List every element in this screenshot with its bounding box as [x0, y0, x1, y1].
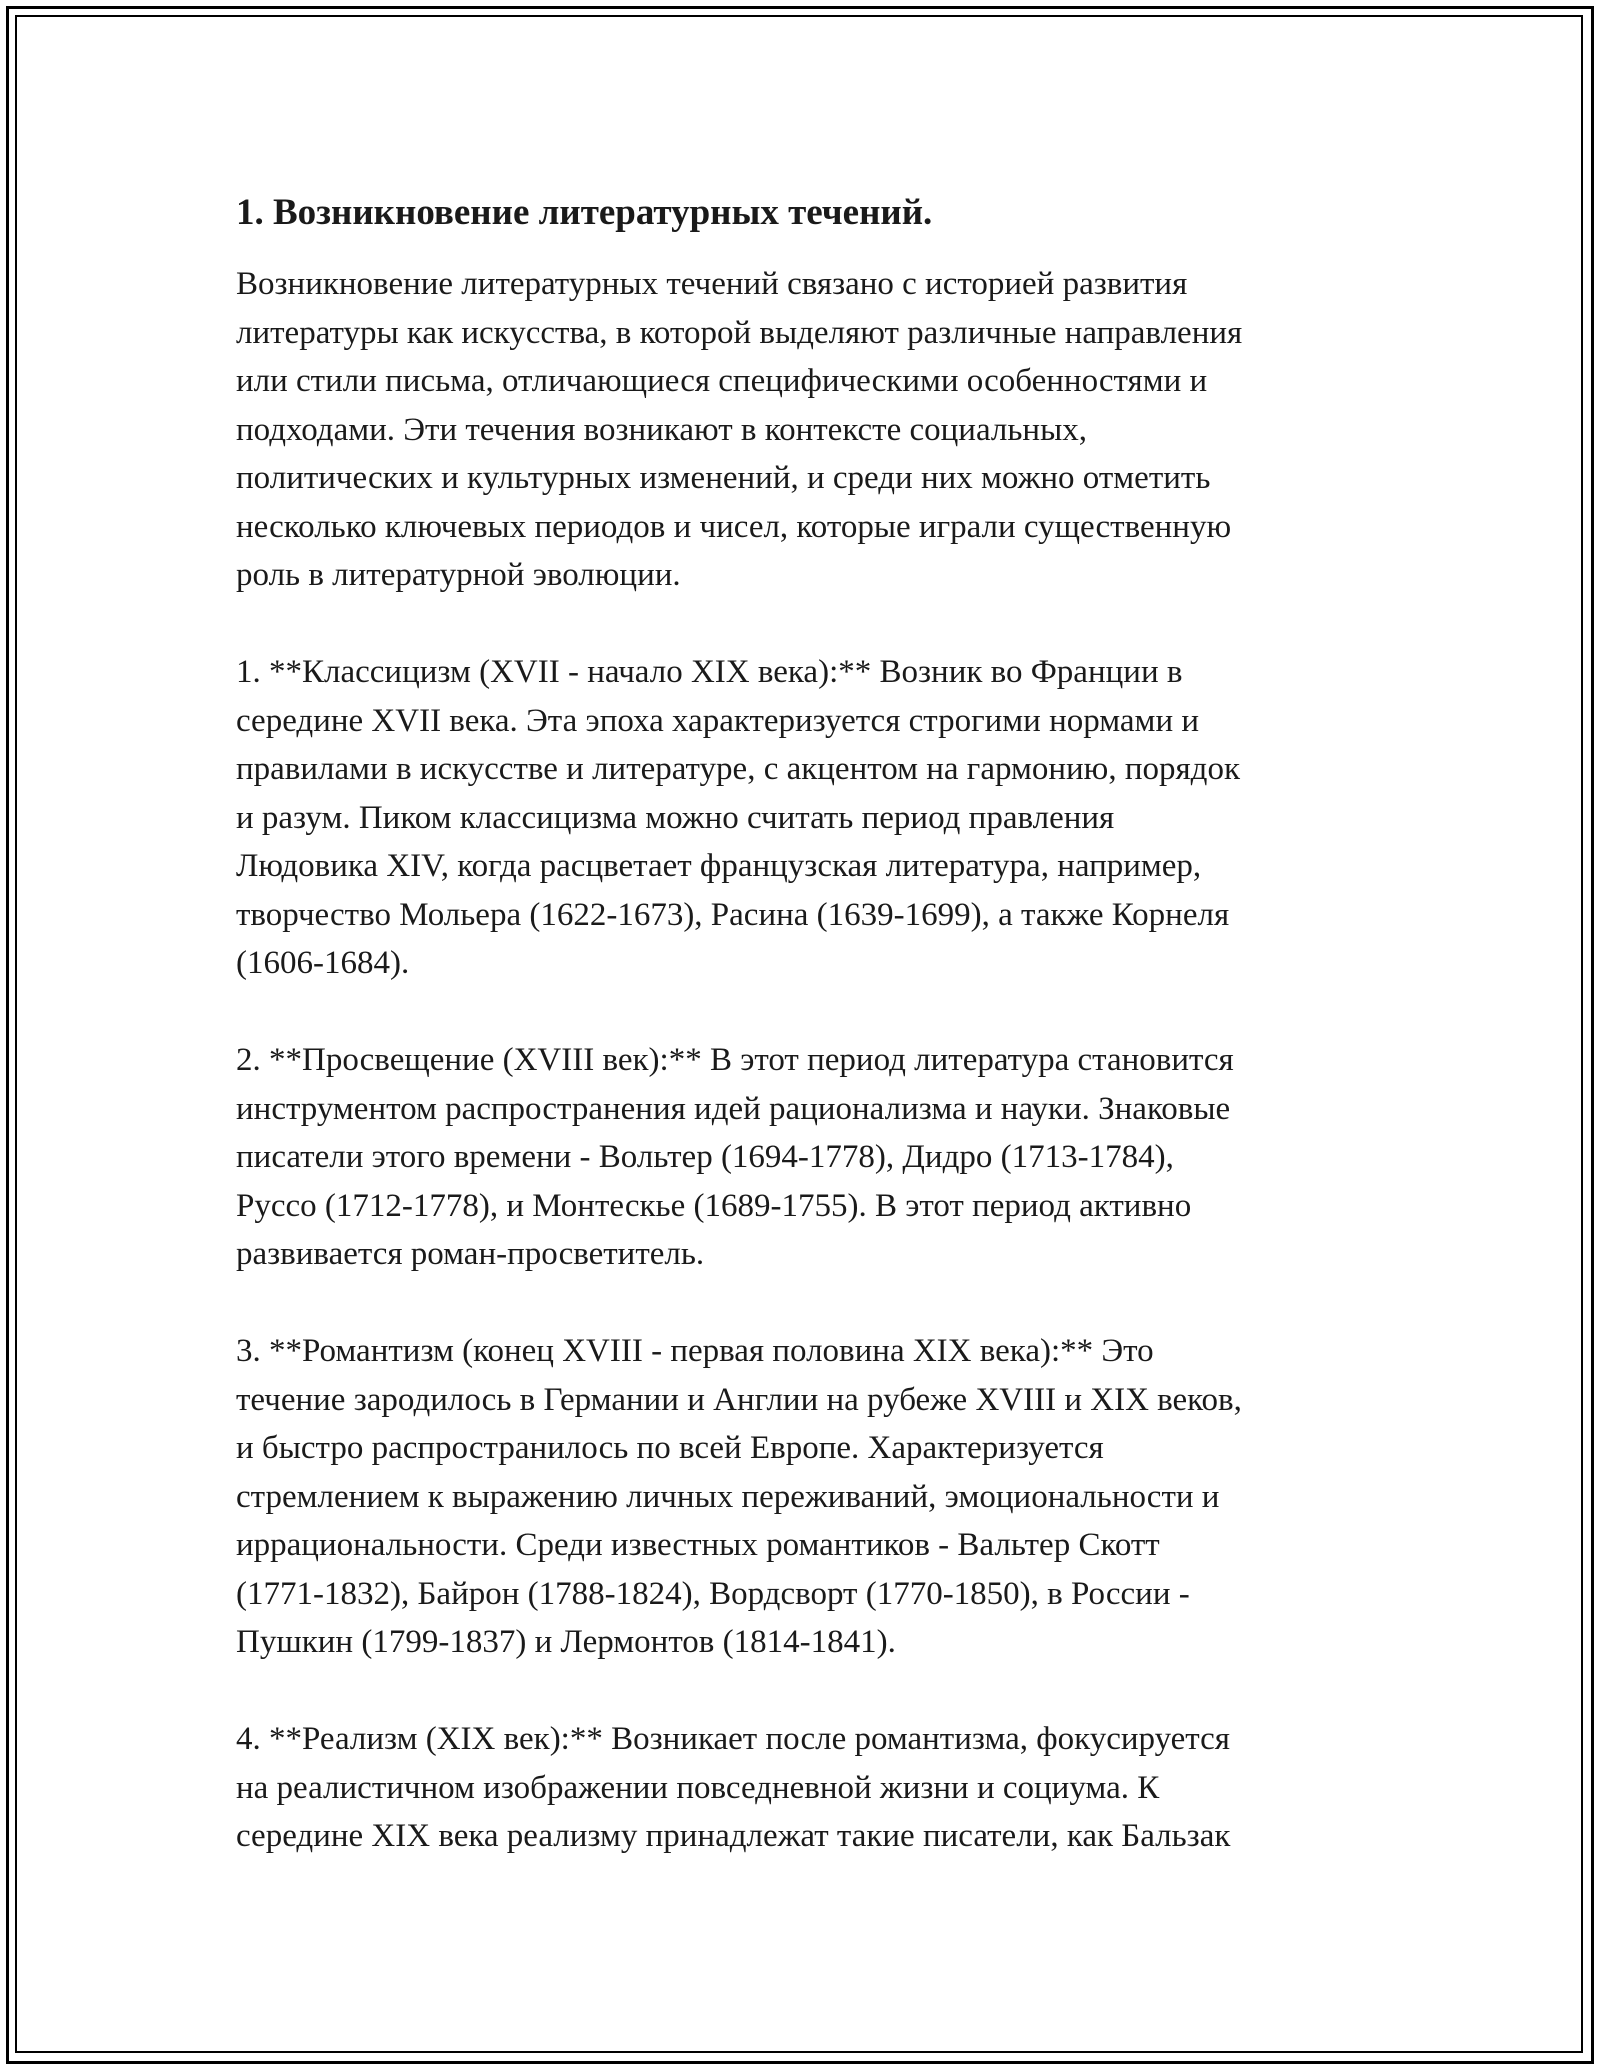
- text-line: подходами. Эти течения возникают в контексте социальных,: [236, 411, 1088, 448]
- text-line: и разум. Пиком классицизма можно считать период правления: [236, 799, 1115, 836]
- text-line: стремлением к выражению личных переживаний, эмоциональности и: [236, 1478, 1220, 1515]
- text-line: инструментом распространения идей рационализма и науки. Знаковые: [236, 1090, 1231, 1127]
- paragraph: [236, 1715, 1376, 1861]
- text-line: или стили письма, отличающиеся специфическими особенностями и: [236, 363, 1208, 399]
- paragraph: [236, 648, 1376, 988]
- text-line: середине XVII века. Эта эпоха характеризуется строгими нормами и: [236, 702, 1200, 739]
- text-line: 1. **Классицизм (XVII - начало XIX века):** Возник во Франции в: [236, 654, 1183, 690]
- text-line: Возникновение литературных течений связано с историей развития: [236, 266, 1188, 302]
- text-line: течение зародилось в Германии и Англии на рубеже XVIII и XIX веков,: [236, 1381, 1242, 1418]
- text-line: (1606-1684).: [236, 945, 410, 981]
- paragraph: [236, 260, 1376, 600]
- text-line: литературы как искусства, в которой выделяют различные направления: [236, 314, 1243, 351]
- text-line: развивается роман-просветитель.: [236, 1236, 705, 1272]
- text-line: Руссо (1712-1778), и Монтескье (1689-1755). В этот период активно: [236, 1187, 1192, 1224]
- text-line: несколько ключевых периодов и чисел, которые играли существенную: [236, 508, 1232, 545]
- text-line: роль в литературной эволюции.: [236, 557, 681, 593]
- text-line: середине XIX века реализму принадлежат такие писатели, как Бальзак: [236, 1818, 1231, 1854]
- text-line: Людовика XIV, когда расцветает французская литература, например,: [236, 848, 1202, 884]
- text-line: правилами в искусстве и литературе, с акцентом на гармонию, порядок: [236, 751, 1240, 787]
- text-line: 2. **Просвещение (XVIII век):** В этот период литература становится: [236, 1042, 1234, 1078]
- text-line: политических и культурных изменений, и среди них можно отметить: [236, 460, 1211, 496]
- text-line: (1771-1832), Байрон (1788-1824), Вордсворт (1770-1850), в России -: [236, 1575, 1190, 1612]
- text-line: иррациональности. Среди известных романтиков - Вальтер Скотт: [236, 1527, 1160, 1563]
- paragraph: [236, 1036, 1376, 1279]
- paragraph: [236, 1327, 1376, 1667]
- document-body: [236, 260, 1376, 1861]
- document-page: [236, 188, 1376, 1909]
- text-line: 4. **Реализм (XIX век):** Возникает после романтизма, фокусируется: [236, 1721, 1230, 1757]
- text-line: Пушкин (1799-1837) и Лермонтов (1814-1841).: [236, 1624, 896, 1660]
- text-line: на реалистичном изображении повседневной жизни и социума. К: [236, 1769, 1160, 1806]
- text-line: писатели этого времени - Вольтер (1694-1778), Дидро (1713-1784),: [236, 1139, 1174, 1175]
- section-heading: 1. Возникновение литературных течений.: [236, 192, 933, 233]
- text-line: и быстро распространилось по всей Европе. Характеризуется: [236, 1430, 1104, 1466]
- text-line: 3. **Романтизм (конец XVIII - первая половина XIX века):** Это: [236, 1333, 1154, 1369]
- text-line: творчество Мольера (1622-1673), Расина (1639-1699), а также Корнеля: [236, 896, 1230, 933]
